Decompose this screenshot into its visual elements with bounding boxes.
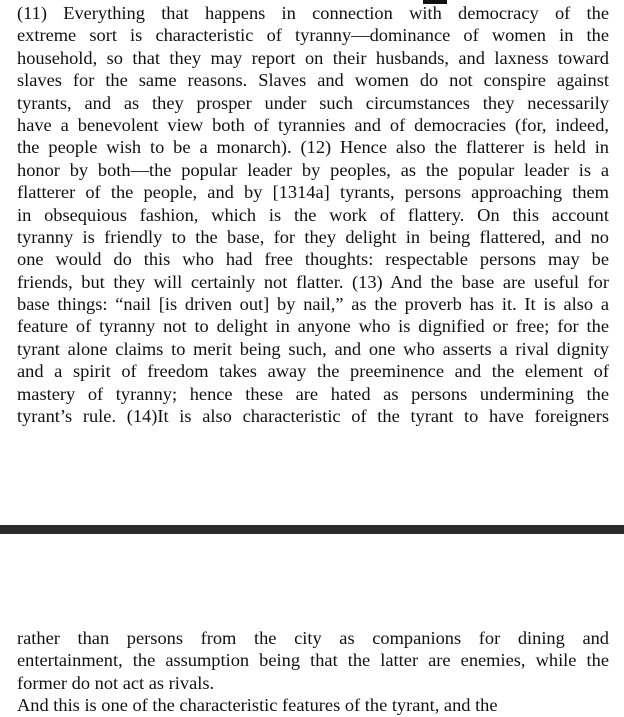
cut-off-line xyxy=(17,694,609,716)
text-line: and a spirit of freedom takes away the preeminence and the element of xyxy=(17,361,609,382)
text-line: in obsequious fashion, which is the work of flattery. On this account xyxy=(17,204,609,225)
bottom-paragraph xyxy=(17,627,609,716)
text-line: extreme sort is characteristic of tyranny—dominance of women in the xyxy=(17,25,609,46)
text-line: tyrants, and as they prosper under such circumstances they necessarily xyxy=(17,92,609,113)
text-line: honor by both—the popular leader by peoples, as the popular leader is a xyxy=(17,159,609,180)
text-line: tyrant alone claims to merit being such, and one who asserts a rival dignity xyxy=(17,338,609,359)
text-line: former do not act as rivals. xyxy=(17,672,215,693)
page-separator xyxy=(0,525,624,534)
top-paragraph xyxy=(17,2,609,427)
text-line: household, so that they may report on their husbands, and laxness toward xyxy=(17,47,609,68)
text-line: one would do this who had free thoughts: respectable persons may be xyxy=(17,249,609,270)
text-line: flatterer of the people, and by [1314a] tyrants, persons approaching them xyxy=(17,182,609,203)
text-line: tyrant’s rule. (14)It is also characteristic of the tyrant to have foreigners xyxy=(17,406,609,427)
text-line: slaves for the same reasons. Slaves and women do not conspire against xyxy=(17,70,609,91)
text-line: rather than persons from the city as companions for dining and xyxy=(17,628,609,648)
text-line: tyranny is friendly to the base, for they delight in being flattered, and no xyxy=(17,226,609,247)
text-line: mastery of tyranny; hence these are hated as persons undermining the xyxy=(17,383,609,404)
text-line: entertainment, the assumption being that the latter are enemies, while the xyxy=(17,650,609,671)
text-line: (11) Everything that happens in connection with democracy of the xyxy=(17,3,609,23)
text-line: have a benevolent view both of tyrannies and of democracies (for, indeed, xyxy=(17,114,609,135)
text-line: feature of tyranny not to delight in anyone who is dignified or free; for the xyxy=(17,316,609,337)
text-line: friends, but they will certainly not flatter. (13) And the base are useful for xyxy=(17,271,609,292)
text-line: base things: “nail [is driven out] by nail,” as the proverb has it. It is also a xyxy=(17,294,609,315)
cut-off-line-text: And this is one of the characteristic features of the tyrant, and the xyxy=(17,695,498,716)
text-line: the people wish to be a monarch). (12) Hence also the flatterer is held in xyxy=(17,137,609,158)
